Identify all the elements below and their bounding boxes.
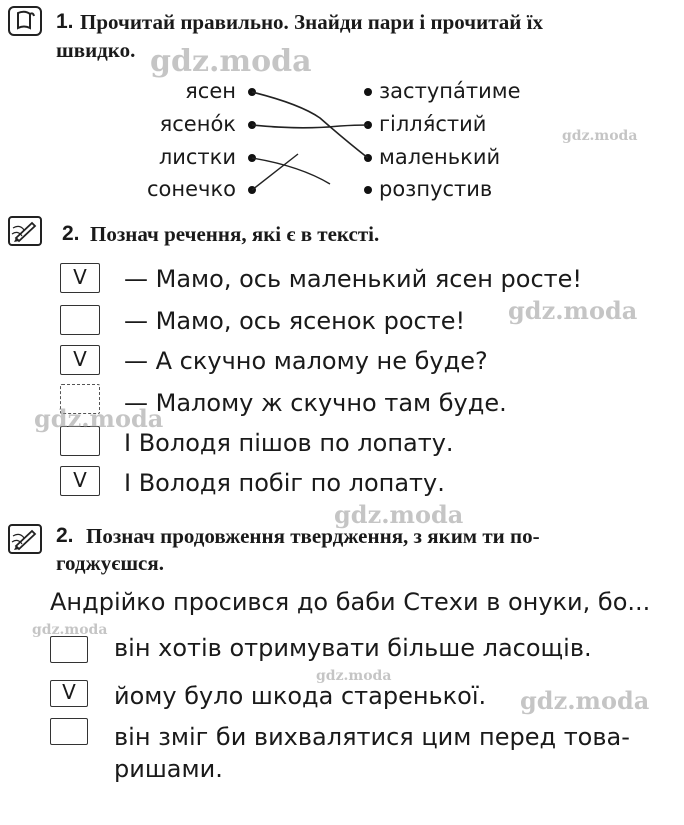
watermark: gdz.moda — [334, 500, 464, 529]
checkbox-sentence-3[interactable]: V — [60, 345, 100, 375]
statement: Андрійко просився до баби Стехи в онуки, бо... — [50, 588, 651, 616]
checkbox-option-2[interactable]: V — [50, 680, 88, 707]
checkbox-option-1[interactable] — [50, 636, 88, 663]
watermark: gdz.moda — [316, 668, 392, 684]
option-3-text-line1: він зміг би вихвалятися цим перед това- — [114, 723, 630, 751]
right-word-2: гілля́стий — [379, 112, 487, 136]
matching-lines — [0, 0, 684, 220]
option-2-text: йому було шкода старенької. — [114, 682, 487, 710]
sentence-4: — Малому ж скучно там буде. — [124, 389, 507, 417]
right-word-4: розпустив — [379, 177, 493, 201]
left-word-2: ясенóк — [159, 112, 236, 136]
exercise-1-title-line2: швидко. — [56, 38, 136, 62]
exercise-1-number: 1. — [56, 10, 74, 33]
watermark: gdz.moda — [520, 686, 650, 715]
exercise-1-title-line1: Прочитай правильно. Знайди пари і прочитай їх — [80, 10, 543, 34]
sentence-2: — Мамо, ось ясенок росте! — [124, 307, 466, 335]
checkbox-option-3[interactable] — [50, 718, 88, 745]
exercise-2a-title: Познач речення, які є в тексті. — [90, 222, 380, 246]
watermark: gdz.moda — [34, 404, 164, 433]
watermark: gdz.moda — [32, 622, 108, 638]
watermark: gdz.moda — [562, 128, 638, 144]
exercise-2b-number: 2. — [56, 524, 74, 547]
exercise-2b-title-line1: Познач продовження твердження, з яким ти по- — [86, 524, 540, 548]
left-word-3: листки — [158, 145, 236, 169]
checkbox-sentence-6[interactable]: V — [60, 466, 100, 496]
sentence-5: І Володя пішов по лопату. — [124, 429, 454, 457]
sentence-3: — А скучно малому не буде? — [124, 347, 488, 375]
sentence-6: І Володя побіг по лопату. — [124, 469, 445, 497]
option-1-text: він хотів отримувати більше ласощів. — [114, 634, 592, 662]
right-word-3: маленький — [379, 145, 501, 169]
exercise-2b-title-line2: годжуєшся. — [56, 551, 164, 575]
right-word-1: заступáтиме — [379, 79, 521, 103]
checkbox-sentence-2[interactable] — [60, 305, 100, 335]
sentence-1: — Мамо, ось маленький ясен росте! — [124, 265, 583, 293]
checkbox-sentence-1[interactable]: V — [60, 263, 100, 293]
option-3-text-line2: ришами. — [114, 755, 223, 783]
left-word-1: ясен — [185, 79, 236, 103]
left-word-4: сонечко — [147, 177, 236, 201]
pencil-icon — [8, 216, 42, 246]
watermark: gdz.moda — [150, 44, 312, 79]
exercise-2a-number: 2. — [62, 222, 80, 245]
watermark: gdz.moda — [508, 296, 638, 325]
match-line-2 — [252, 125, 368, 128]
pencil-icon — [8, 524, 42, 554]
